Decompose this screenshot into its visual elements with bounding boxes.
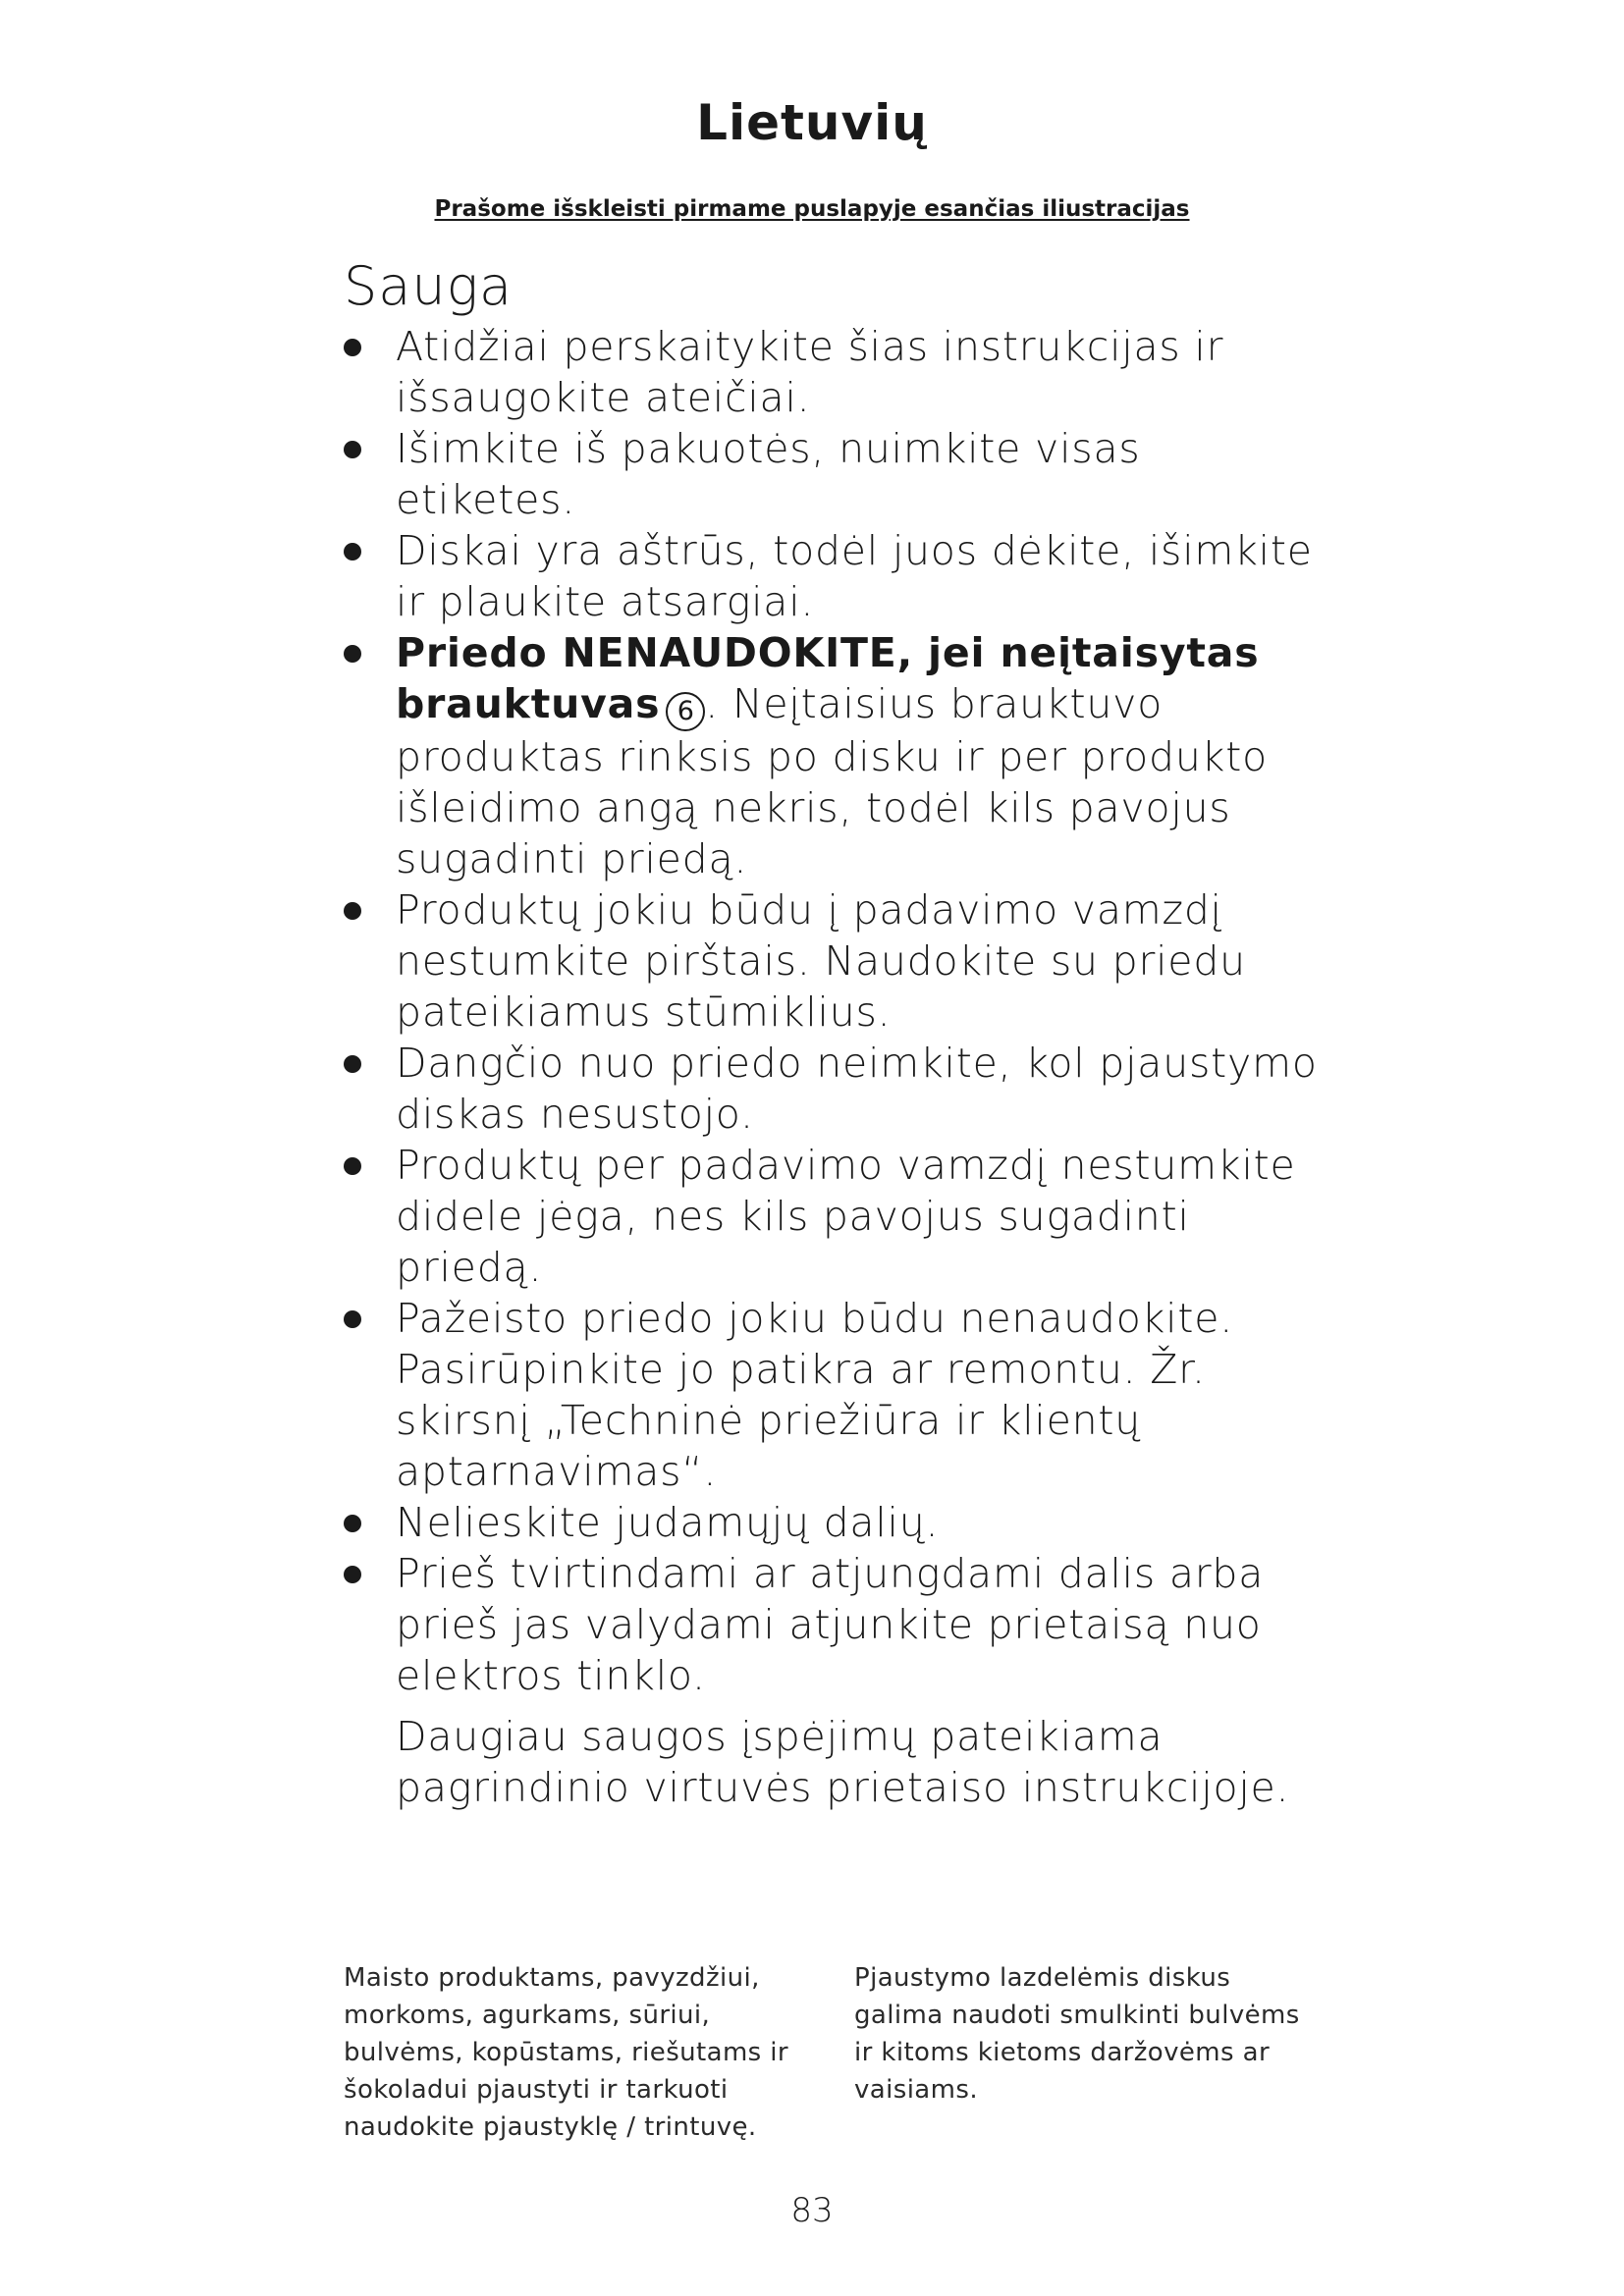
list-item-text-continued: Pasirūpinkite jo patikra ar remontu. Žr. skirsnį „Techninė priežiūra ir klientų aptarnavimas“. [396,1346,1206,1496]
list-item-text: Produktų per padavimo vamzdį nestumkite didele jėga, nes kils pavojus sugadinti priedą. [396,1142,1296,1292]
list-item-text: Diskai yra aštrūs, todėl juos dėkite, išimkite ir plaukite atsargiai. [396,527,1313,626]
list-item [344,1497,1326,1548]
list-item [344,1038,1326,1140]
list-item-text: Nelieskite judamųjų dalių. [396,1499,940,1547]
section-title: Sauga [344,255,514,317]
figure-ref-6: 6 [666,692,705,731]
safety-section [344,257,1326,1813]
list-item-text: Produktų jokiu būdu į padavimo vamzdį nestumkite pirštais. Naudokite su priedu pateikiamus stūmiklius. [396,886,1246,1037]
list-item [344,884,1326,1038]
list-item [344,525,1326,627]
list-item-warning [344,627,1326,884]
list-item [344,1293,1326,1497]
list-item [344,1140,1326,1293]
usage-notes [344,1959,1326,2146]
list-item-text: Dangčio nuo priedo neimkite, kol pjaustymo diskas nesustojo. [396,1040,1318,1139]
warning-text: Priedo NENAUDOKITE, jei neįtaisytas brauktuvas [396,629,1260,728]
list-item-text: Prieš tvirtindami ar atjungdami dalis arba prieš jas valydami atjunkite prietaisą nuo elektros tinklo. [396,1550,1265,1700]
list-item-text: Atidžiai perskaitykite šias instrukcijas ir išsaugokite ateičiai. [396,323,1224,422]
list-item-text: Išimkite iš pakuotės, nuimkite visas etiketes. [396,425,1141,524]
unfold-illustrations-note: Prašome išskleisti pirmame puslapyje esančias iliustracijas [434,196,1190,222]
list-item [344,423,1326,525]
list-item-text: Pažeisto priedo jokiu būdu nenaudokite. [396,1295,1234,1343]
list-item [344,1548,1326,1701]
page-title: Lietuvių [696,94,928,151]
closing-note: Daugiau saugos įspėjimų pateikiama pagrindinio virtuvės prietaiso instrukcijoje. [396,1713,1290,1812]
note-left: Maisto produktams, pavyzdžiui, morkoms, agurkams, sūriui, bulvėms, kopūstams, riešutams ir šokoladui pjaustyti ir tarkuoti naudokite pjaustyklę / trintuvę. [344,1963,788,2142]
note-right: Pjaustymo lazdelėmis diskus galima naudoti smulkinti bulvėms ir kitoms kietoms daržovėms ar vaisiams. [854,1963,1300,2105]
safety-list [344,321,1326,1701]
page-number: 83 [790,2191,834,2230]
list-item [344,321,1326,423]
list-item-text: . Neįtaisius brauktuvo produktas rinksis po disku ir per produkto išleidimo angą nekris, todėl kils pavojus sugadinti priedą. [396,680,1268,883]
